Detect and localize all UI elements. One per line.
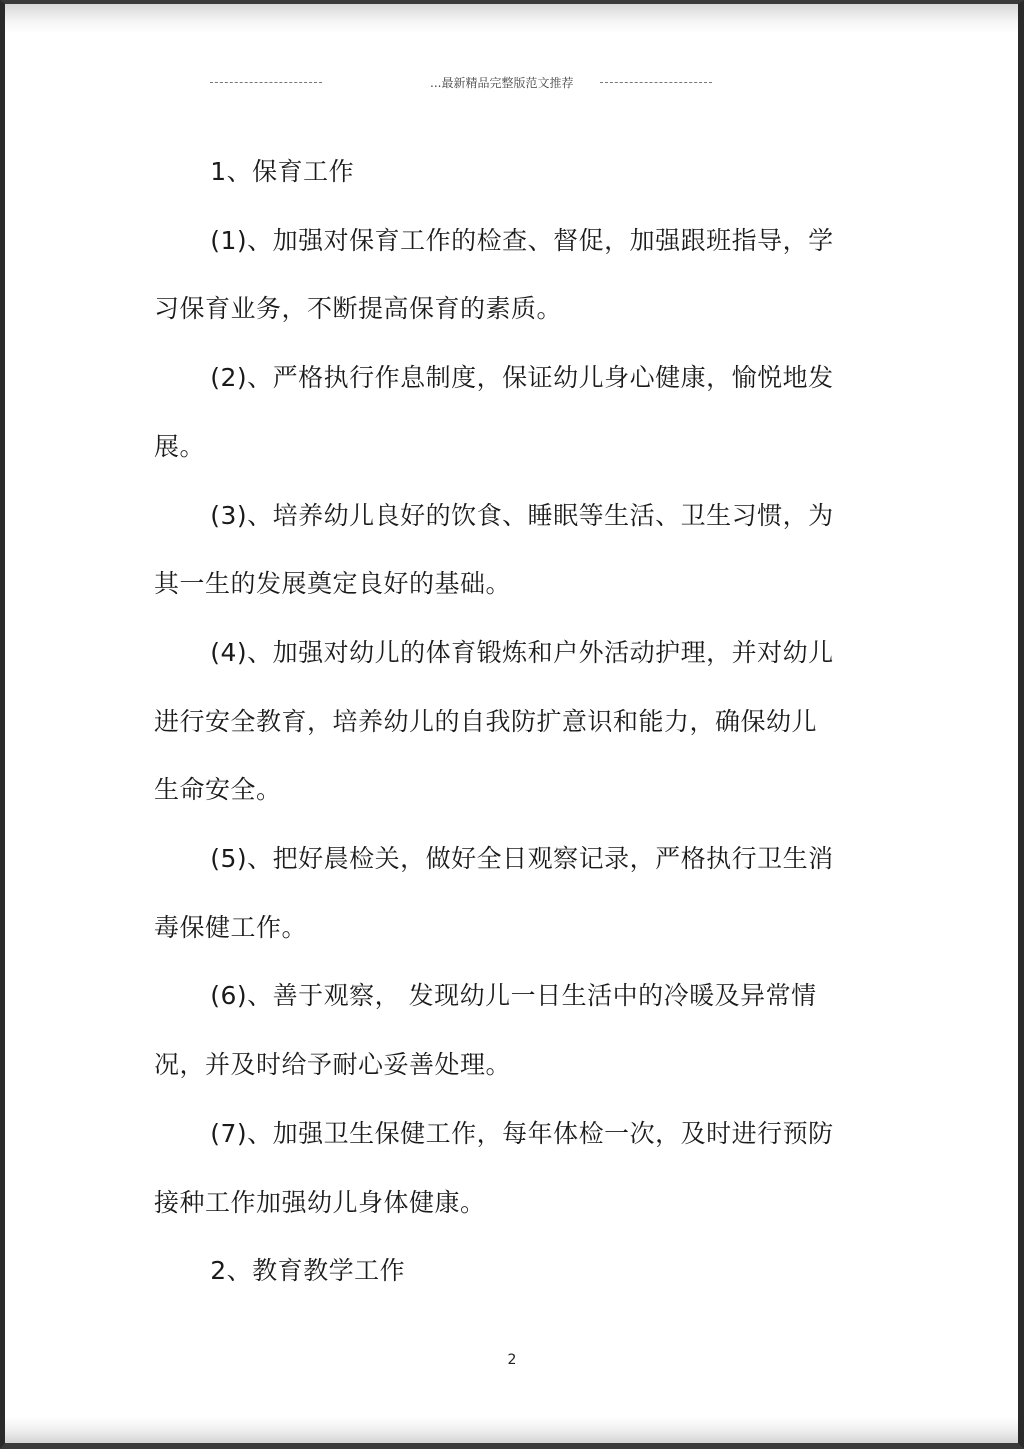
section-heading-childcare: 1、保育工作 — [210, 157, 355, 186]
section-heading-teaching: 2、教育教学工作 — [210, 1256, 406, 1286]
paragraph-item-3: (3)、培养幼儿良好的饮食、睡眠等生活、卫生习惯，为其一生的发展奠定良好的基础。 — [154, 500, 834, 599]
document-body — [154, 138, 834, 1306]
paragraph-item-4: (4)、加强对幼儿的体育锻炼和户外活动护理，并对幼儿进行安全教育，培养幼儿的自我防扩意识和能力，确保幼儿生命安全。 — [154, 637, 834, 805]
header-rule-right — [600, 82, 712, 83]
paragraph-item-7: (7)、加强卫生保健工作，每年体检一次，及时进行预防接种工作加强幼儿身体健康。 — [154, 1118, 834, 1217]
page-number: 2 — [507, 1352, 517, 1368]
running-header — [0, 74, 1024, 92]
scan-bottom-edge — [5, 1417, 1018, 1443]
paragraph-item-6: (6)、善于观察， 发现幼儿一日生活中的冷暖及异常情况，并及时给予耐心妥善处理。 — [154, 981, 817, 1080]
paragraph-item-1: (1)、加强对保育工作的检查、督促，加强跟班指导，学习保育业务，不断提高保育的素质。 — [154, 225, 834, 324]
header-rule-left — [210, 82, 322, 83]
header-text: ...最新精品完整版范文推荐 — [430, 76, 574, 90]
paragraph-item-5: (5)、把好晨检关，做好全日观察记录，严格执行卫生消毒保健工作。 — [154, 844, 834, 942]
paragraph-item-2: (2)、严格执行作息制度，保证幼儿身心健康，愉悦地发展。 — [154, 363, 834, 461]
scan-top-edge — [5, 4, 1018, 34]
